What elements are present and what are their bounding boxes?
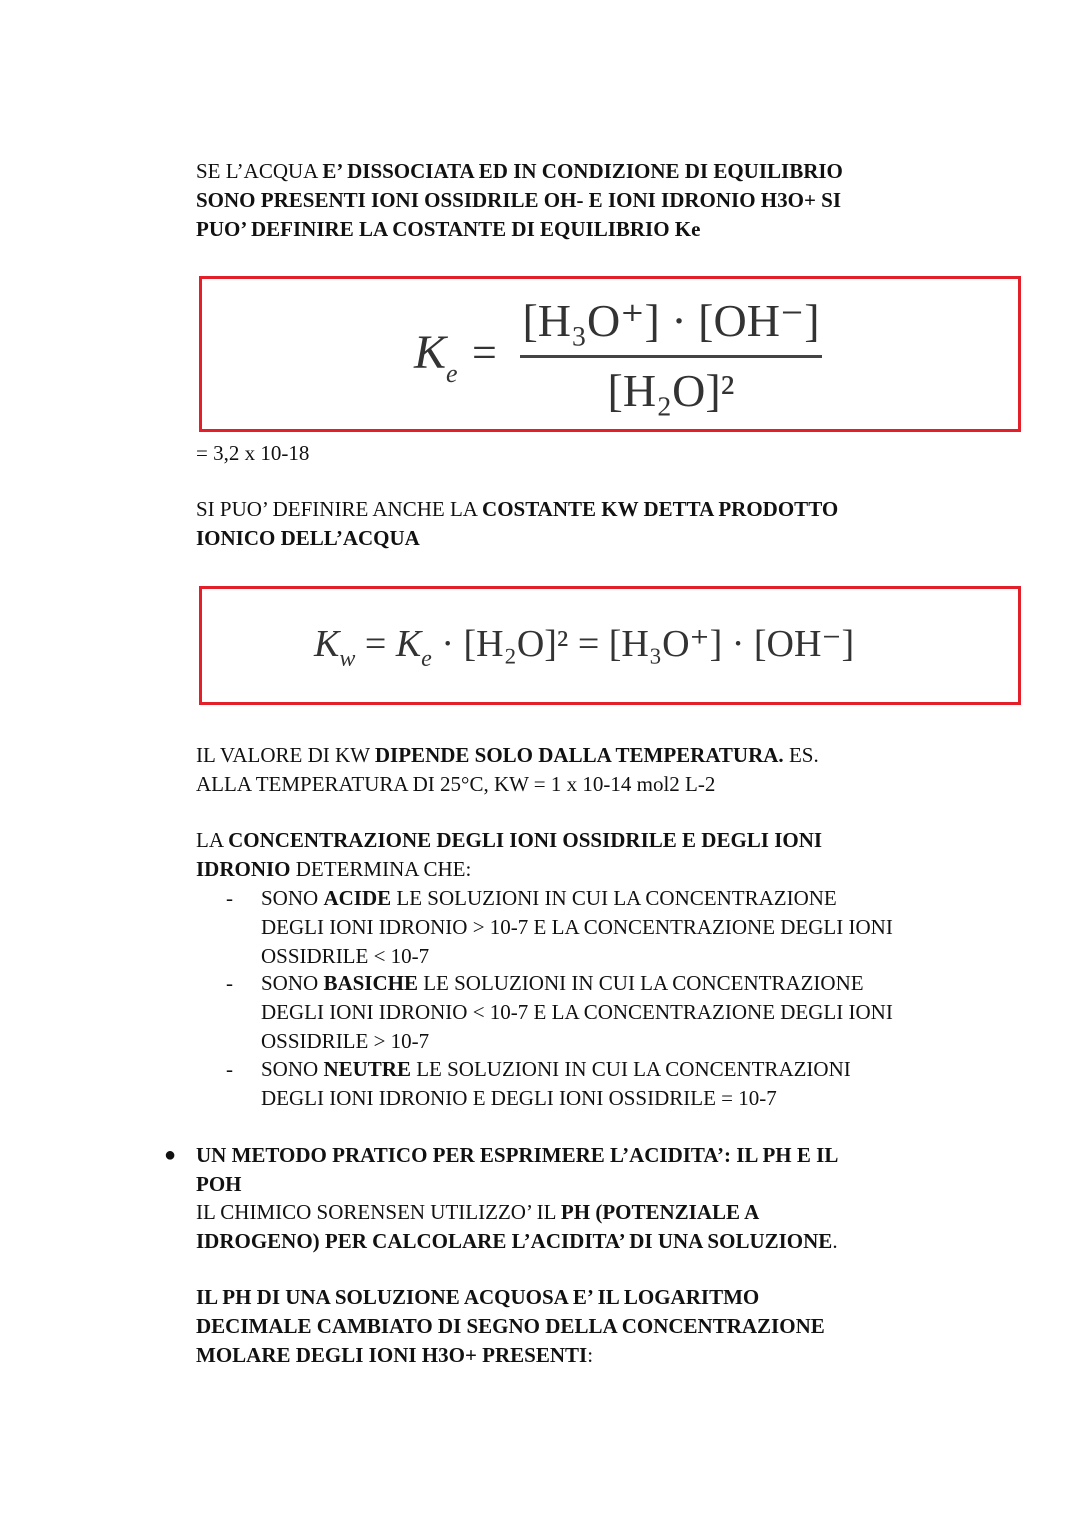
kw-temp-line-2: ALLA TEMPERATURA DI 25°C, KW = 1 x 10-14 mol2 L-2 — [196, 772, 716, 796]
intro-line-2: SONO PRESENTI IONI OSSIDRILE OH- E IONI IDRONIO H3O+ SI — [196, 188, 842, 212]
kw-formula-box — [199, 586, 1021, 705]
ke-formula-box — [199, 276, 1021, 432]
ke-lhs: $K_e$ — [414, 326, 458, 388]
conc-line-2: IDRONIO DETERMINA CHE: — [196, 857, 472, 881]
list-dash: - — [226, 971, 233, 995]
kw-temp-line-1: IL VALORE DI KW DIPENDE SOLO DALLA TEMPERATURA. ES. — [196, 743, 819, 767]
ke-fraction-bar — [520, 355, 822, 358]
kw-intro-paragraph — [196, 495, 996, 553]
ke-equals: = — [472, 328, 497, 377]
list-dash: - — [226, 886, 233, 910]
sorensen-paragraph: IL CHIMICO SORENSEN UTILIZZO’ IL PH (POTENZIALE A IDROGENO) PER CALCOLARE L’ACIDITA’ DI UNA SOLUZIONE. — [196, 1200, 838, 1253]
kw-intro-line-2: IONICO DELL’ACQUA — [196, 526, 420, 550]
ke-numerator: [H₃O⁺] · [OH⁻] — [522, 295, 820, 346]
ke-denominator: [H₂O]² — [607, 365, 735, 416]
kw-formula: $K_w = K_e \cdot [H_2O]^2 = [H_3O^+] \cdot [OH^-]$ — [314, 623, 855, 672]
ph-definition-paragraph: IL PH DI UNA SOLUZIONE ACQUOSA E’ IL LOGARITMO DECIMALE CAMBIATO DI SEGNO DELLA CONCENTRAZIONE MOLARE DEGLI IONI H3O+ PRESENTI: — [196, 1285, 825, 1367]
ke-value: = 3,2 x 10-18 — [196, 441, 310, 465]
concentration-paragraph — [196, 826, 996, 884]
conc-line-1: LA CONCENTRAZIONE DEGLI IONI OSSIDRILE E DEGLI IONI — [196, 828, 823, 852]
list-dash: - — [226, 1057, 233, 1081]
bullet-icon: ● — [164, 1144, 177, 1166]
ph-heading: UN METODO PRATICO PER ESPRIMERE L’ACIDITA’: IL PH E IL POH — [196, 1143, 839, 1196]
intro-line-1: SE L’ACQUA E’ DISSOCIATA ED IN CONDIZIONE DI EQUILIBRIO — [196, 159, 843, 183]
kw-temperature-paragraph — [196, 741, 996, 799]
intro-paragraph — [196, 157, 996, 244]
kw-intro-line-1: SI PUO’ DEFINIRE ANCHE LA COSTANTE KW DETTA PRODOTTO — [196, 497, 839, 521]
intro-line-3: PUO’ DEFINIRE LA COSTANTE DI EQUILIBRIO Ke — [196, 217, 701, 241]
